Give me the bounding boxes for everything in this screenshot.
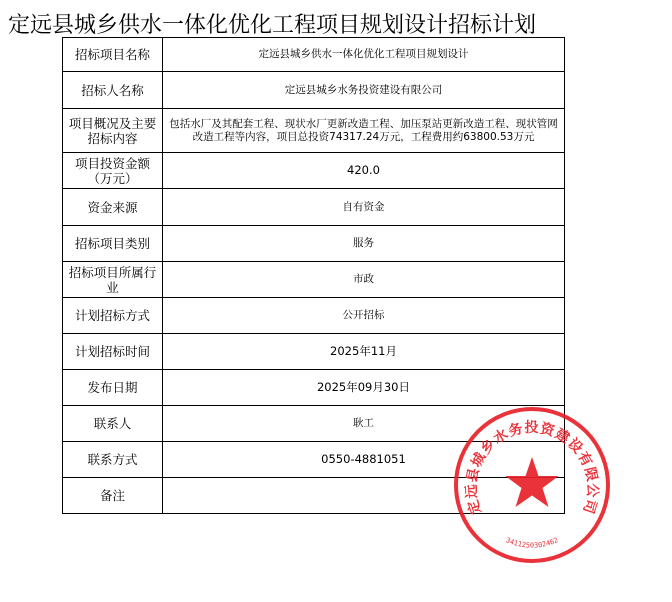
table-row (63, 189, 565, 226)
row-label-method: 计划招标方式 (63, 298, 163, 334)
table-row (63, 38, 565, 72)
table-row (63, 334, 565, 370)
table-row (63, 153, 565, 189)
row-value-project-name: 定远县城乡供水一体化优化工程项目规划设计 (163, 38, 565, 72)
row-label-contact: 联系人 (63, 406, 163, 442)
table-row (63, 109, 565, 153)
table-row (63, 370, 565, 406)
row-value-investment: 420.0 (163, 153, 565, 189)
row-label-planned-time: 计划招标时间 (63, 334, 163, 370)
row-value-fund-source: 自有资金 (163, 189, 565, 226)
row-value-publish-date: 2025年09月30日 (163, 370, 565, 406)
company-seal (452, 405, 612, 565)
row-label-tenderer: 招标人名称 (63, 72, 163, 109)
row-label-investment: 项目投资金额（万元） (63, 153, 163, 189)
row-label-industry: 招标项目所属行业 (63, 262, 163, 298)
row-label-project-name: 招标项目名称 (63, 38, 163, 72)
row-value-category: 服务 (163, 226, 565, 262)
row-value-method: 公开招标 (163, 298, 565, 334)
row-value-contact: 耿工 (163, 406, 565, 442)
seal-company-text: 定远县城乡水务投资建设有限公司 (463, 420, 601, 517)
row-value-planned-time: 2025年11月 (163, 334, 565, 370)
row-label-remarks: 备注 (63, 478, 163, 514)
table-row (63, 298, 565, 334)
row-label-category: 招标项目类别 (63, 226, 163, 262)
seal-star-icon (505, 457, 558, 507)
seal-code-text: 3411250302462 (504, 536, 560, 550)
page-title: 定远县城乡供水一体化优化工程项目规划设计招标计划 (8, 13, 537, 38)
row-value-industry: 市政 (163, 262, 565, 298)
row-label-publish-date: 发布日期 (63, 370, 163, 406)
table-row (63, 226, 565, 262)
row-value-tenderer: 定远县城乡水务投资建设有限公司 (163, 72, 565, 109)
row-label-overview: 项目概况及主要招标内容 (63, 109, 163, 153)
row-value-phone: 0550-4881051 (163, 442, 565, 478)
table-row (63, 262, 565, 298)
row-label-fund-source: 资金来源 (63, 189, 163, 226)
row-label-phone: 联系方式 (63, 442, 163, 478)
table-row (63, 72, 565, 109)
row-value-overview: 包括水厂及其配套工程、现状水厂更新改造工程、加压泵站更新改造工程、现状管网改造工程等内容，项目总投资74317.24万元，工程费用约63800.53万元 (163, 109, 565, 153)
